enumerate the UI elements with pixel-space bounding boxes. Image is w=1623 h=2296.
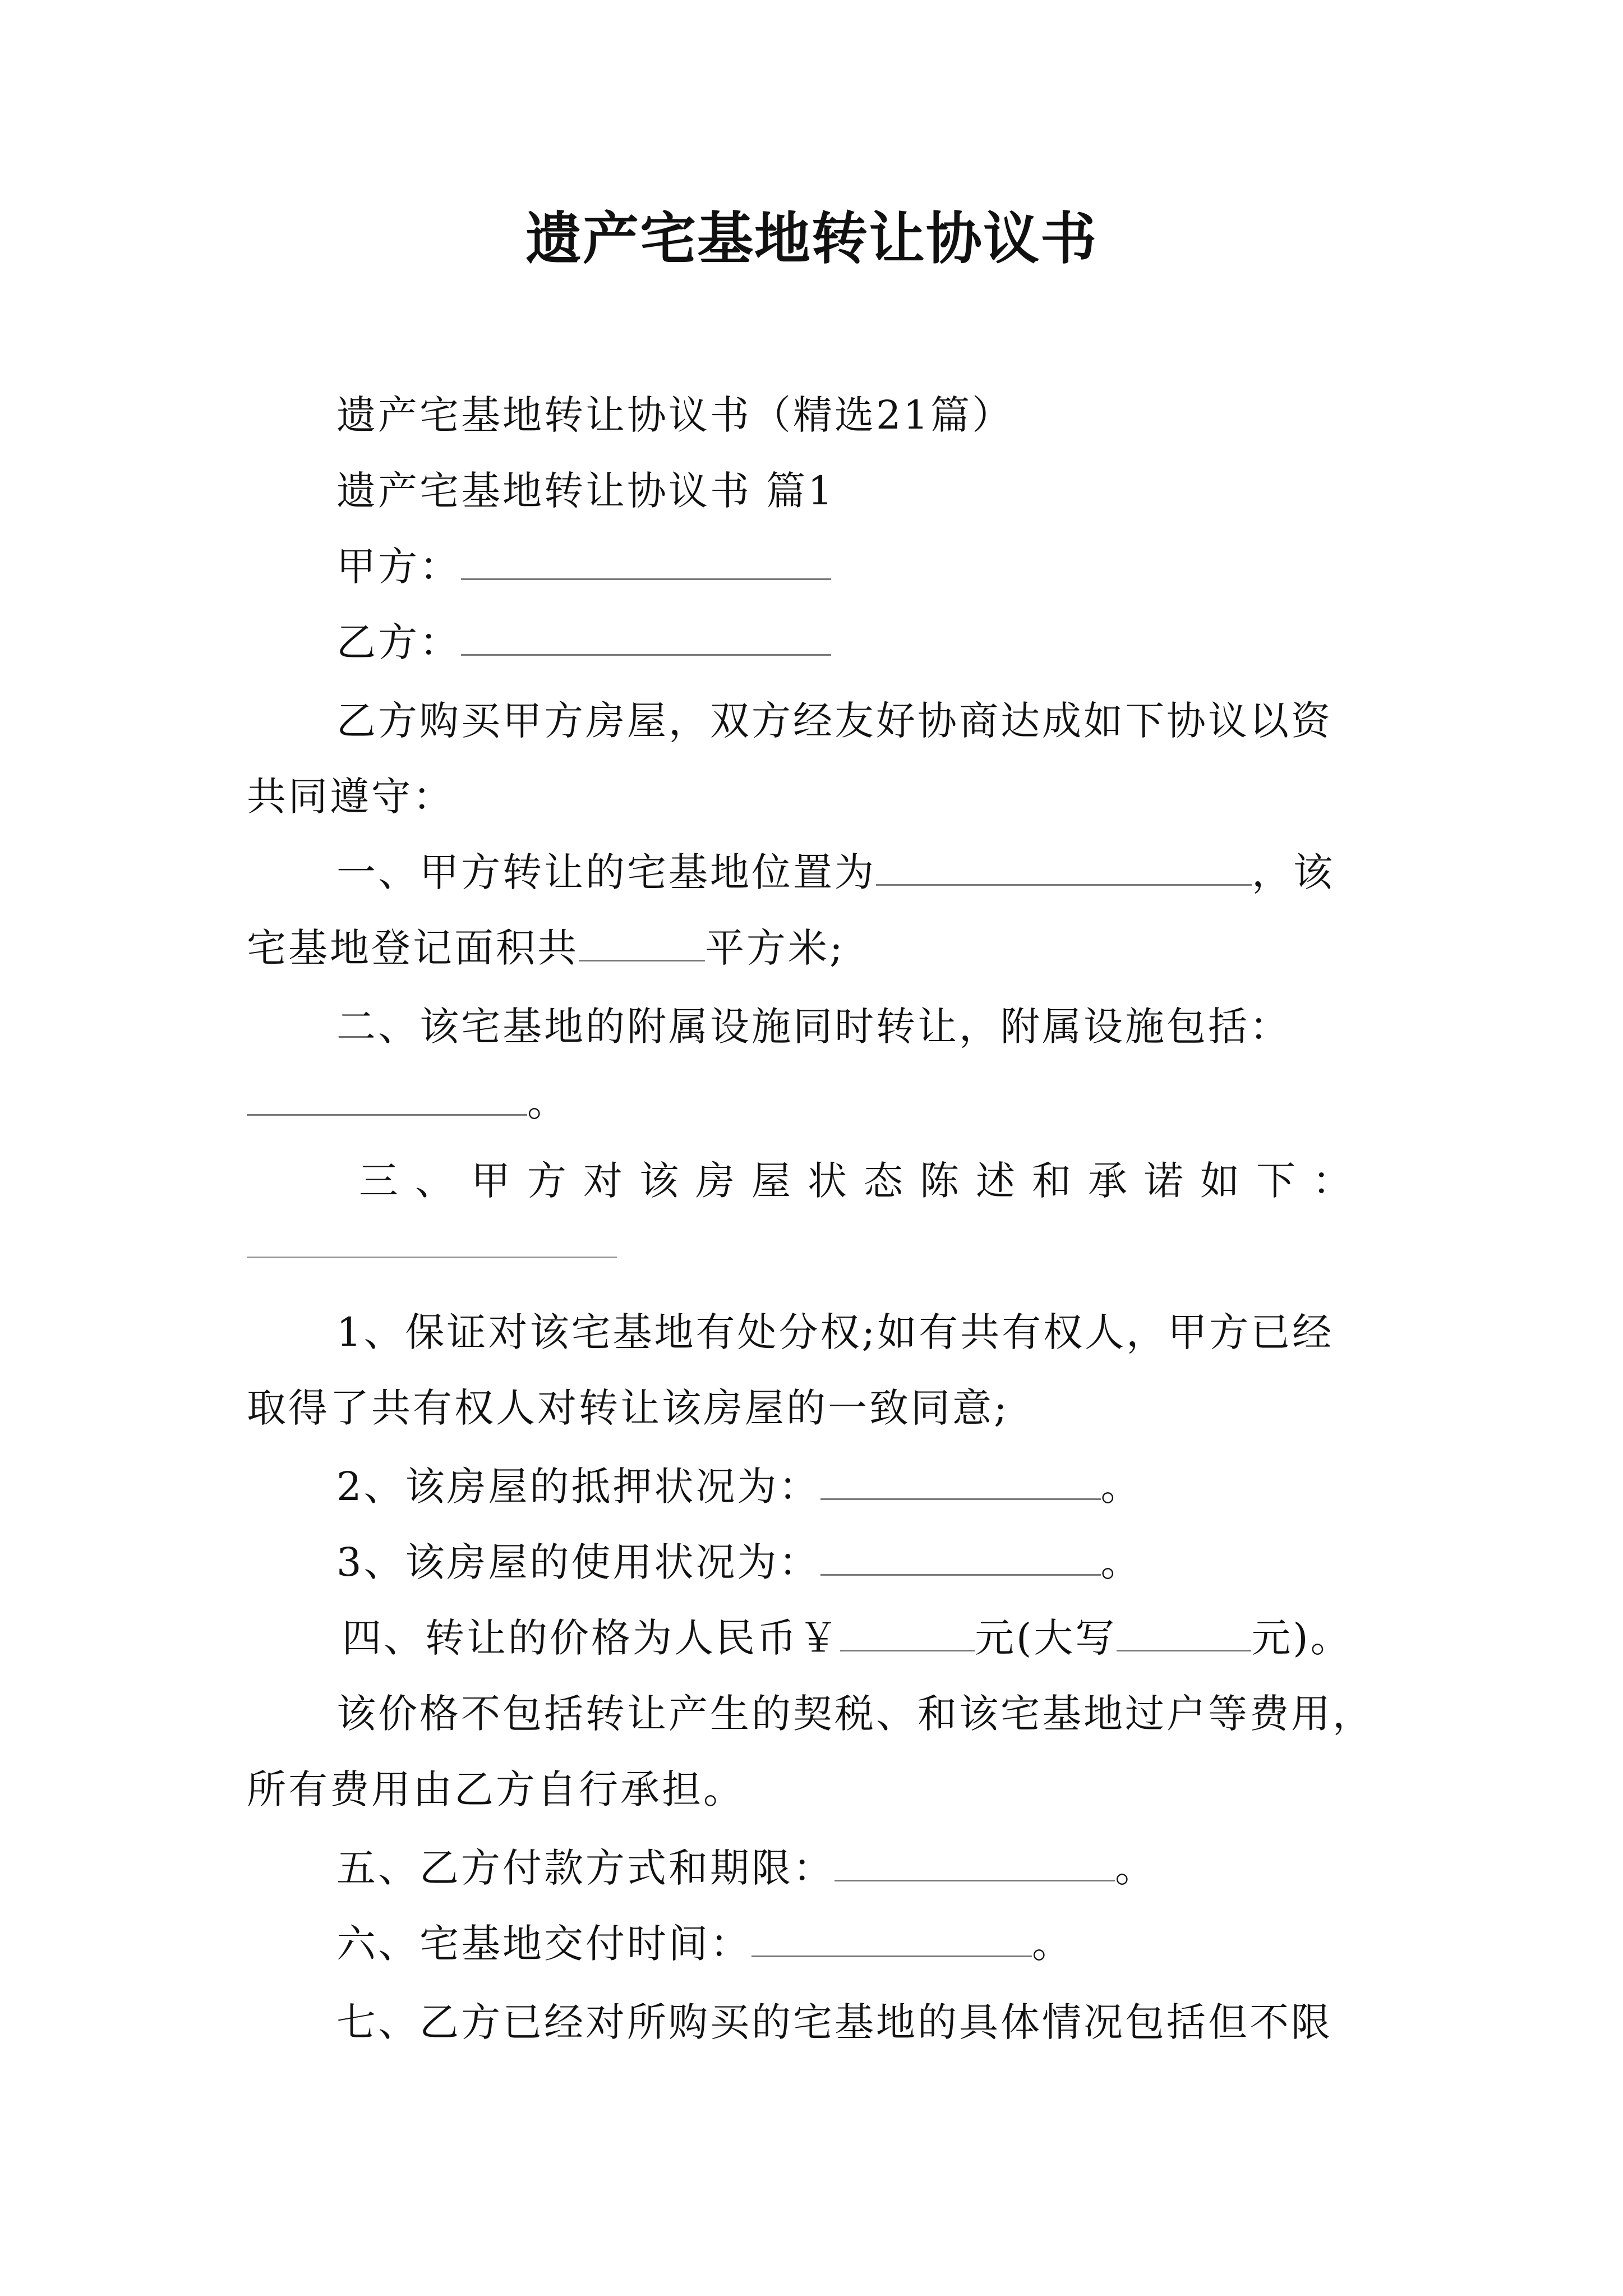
clause2-line-2 (247, 1074, 569, 1130)
item3-end: 。 (1100, 1539, 1142, 1585)
clause4-text: 四、转让的价格为人民币￥ (342, 1615, 840, 1661)
item2-text: 2、该房屋的抵押状况为： (336, 1464, 820, 1510)
item2-line (336, 1458, 1142, 1515)
clause1-text-4: 平方米; (705, 925, 845, 971)
clause7-line: 七、乙方已经对所购买的宅基地的具体情况包括但不限 (336, 1999, 1332, 2045)
item2-end: 。 (1100, 1464, 1142, 1510)
clause1-area-blank (579, 921, 705, 961)
intro-line-2: 共同遵守： (247, 774, 454, 820)
clause4-line-2: 该价格不包括转让产生的契税、和该宅基地过户等费用， (336, 1691, 1374, 1737)
clause5-line (336, 1840, 1156, 1896)
subtitle: 遗产宅基地转让协议书（精选21篇） (336, 392, 1014, 438)
section-heading: 遗产宅基地转让协议书 篇1 (336, 468, 835, 514)
party-a-line (336, 539, 831, 595)
party-b-label: 乙方： (336, 619, 461, 665)
clause1-line-1 (336, 844, 1335, 900)
item1-line-1: 1、保证对该宅基地有处分权;如有共有权人，甲方已经 (336, 1309, 1334, 1355)
clause3-line: 三、甲方对该房屋状态陈述和承诺如下： (359, 1158, 1368, 1204)
item3-text: 3、该房屋的使用状况为： (336, 1539, 820, 1585)
clause5-payment-blank (834, 1841, 1115, 1881)
item3-usage-blank (820, 1535, 1101, 1576)
clause4-line-1 (342, 1610, 1352, 1666)
clause4-price-words-blank (1117, 1611, 1251, 1651)
clause1-location-blank (876, 845, 1252, 886)
clause4-text-2: 元(大写 (975, 1615, 1117, 1661)
clause2-end: 。 (527, 1079, 569, 1125)
clause2-facilities-blank (247, 1075, 527, 1116)
clause5-end: 。 (1115, 1845, 1156, 1891)
clause4-price-blank (840, 1611, 975, 1651)
clause1-line-2 (247, 920, 845, 976)
clause6-end: 。 (1032, 1921, 1073, 1967)
clause6-line (336, 1916, 1073, 1972)
clause1-text: 一、甲方转让的宅基地位置为 (336, 849, 876, 895)
party-a-label: 甲方： (336, 544, 461, 590)
intro-line-1: 乙方购买甲方房屋，双方经友好协商达成如下协议以资 (336, 698, 1332, 744)
party-b-blank (461, 615, 831, 656)
clause6-text: 六、宅基地交付时间： (336, 1921, 751, 1967)
clause6-delivery-blank (751, 1916, 1032, 1957)
clause1-text-2: ，该 (1252, 849, 1335, 895)
clause3-blank (247, 1257, 617, 1258)
item2-mortgage-blank (820, 1459, 1101, 1500)
clause5-text: 五、乙方付款方式和期限： (336, 1845, 834, 1891)
document-title: 遗产宅基地转让协议书 (525, 205, 1098, 272)
item3-line (336, 1534, 1142, 1590)
clause2-line-1: 二、该宅基地的附属设施同时转让，附属设施包括： (336, 1004, 1291, 1050)
party-a-blank (461, 539, 831, 580)
clause4-line-3: 所有费用由乙方自行承担。 (247, 1766, 745, 1812)
clause4-text-3: 元)。 (1251, 1615, 1352, 1661)
clause1-text-3: 宅基地登记面积共 (247, 925, 579, 971)
party-b-line (336, 614, 831, 670)
item1-line-2: 取得了共有权人对转让该房屋的一致同意; (247, 1385, 1009, 1431)
